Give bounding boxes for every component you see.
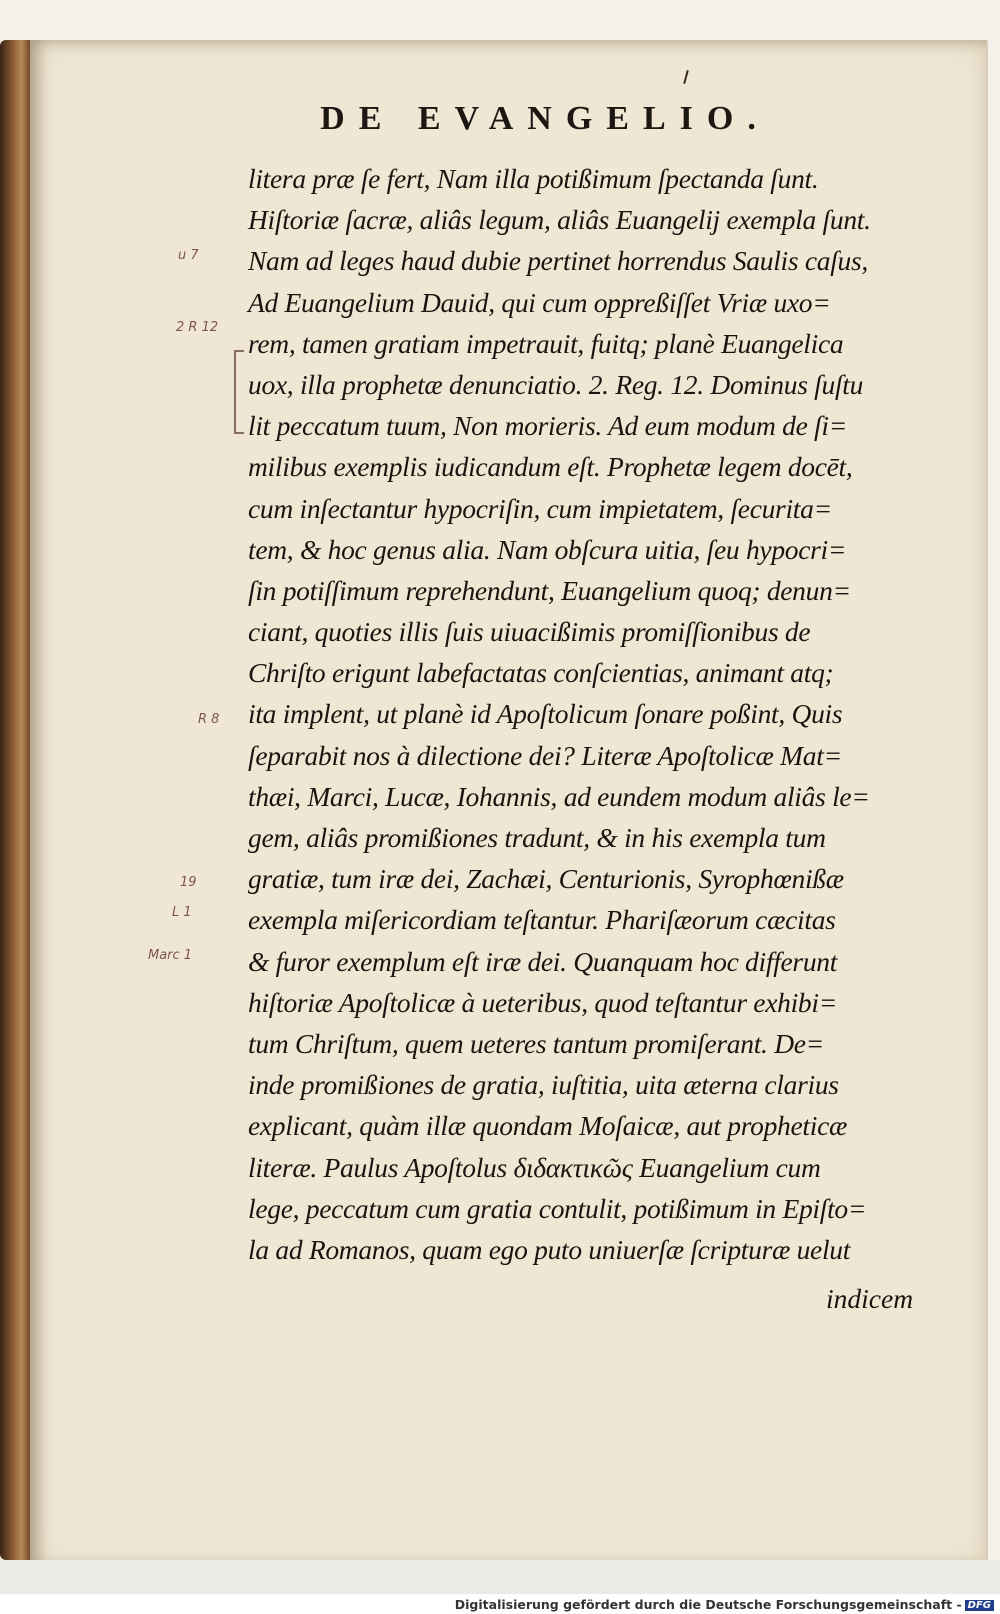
text-line: gem, aliâs promißiones tradunt, & in his exempla tum [248,822,826,853]
text-line: inde promißiones de gratia, iuſtitia, uita æterna clarius [248,1069,839,1101]
text-line: hiſtoriæ Apoſtolicæ à ueteribus, quod teſtantur exhibi= [248,986,837,1018]
marginal-note: R 8 [198,712,220,727]
text-line: ſeparabit nos à dilectione dei? Literæ Apoſtolicæ Mat= [248,739,842,771]
text-line: Chriſto erigunt labefactatas conſcientias, animant atq; [248,657,834,689]
text-block [248,158,938,1270]
scan-bottom-margin [0,1560,1000,1594]
text-line: la ad Romanos, quam ego puto uniuerſæ ſcripturæ uelut [248,1233,851,1265]
text-line: rem, tamen gratiam impetrauit, fuitq; planè Euangelica [248,327,844,359]
text-line: cum inſectantur hypocriſin, cum impietatem, ſecurita= [248,492,832,524]
text-line: Ad Euangelium Dauid, qui cum oppreßiſſet Vriæ uxo= [248,286,831,318]
text-line: tum Chriſtum, quem ueteres tantum promiſerant. De= [248,1027,824,1059]
marginal-note: 19 [180,875,197,890]
text-line: literæ. Paulus Apoſtolus διδακτικῶς Euangelium cum [248,1151,821,1183]
text-line: Nam ad leges haud dubie pertinet horrendus Saulis caſus, [248,245,868,277]
text-line: & furor exemplum eſt iræ dei. Quanquam hoc differunt [248,945,838,977]
marginal-note: 2 R 12 [176,320,219,335]
text-line: litera præ ſe fert, Nam illa potißimum ſpectanda ſunt. [248,163,819,194]
text-line: Hiſtoriæ ſacræ, aliâs legum, aliâs Euangelij exempla ſunt. [248,204,871,236]
text-line: gratiæ, tum iræ dei, Zachæi, Centurionis, Syrophœnißæ [248,863,844,895]
credit-text: Digitalisierung gefördert durch die Deutsche Forschungsgemeinschaft - [454,1597,962,1612]
text-line: exempla miſericordiam teſtantur. Phariſæorum cæcitas [248,904,836,936]
catchword: indicem [826,1283,914,1314]
text-line: thæi, Marci, Lucæ, Iohannis, ad eundem modum aliâs le= [248,780,870,812]
digitization-credit [0,1597,994,1612]
text-line: lege, peccatum cum gratia contulit, potißimum in Epiſto= [248,1192,867,1224]
text-line: uox, illa prophetæ denunciatio. 2. Reg. 12. Dominus ſuſtu [248,368,864,400]
running-head: DE EVANGELIO. [320,100,770,137]
marginal-note: Marc 1 [148,948,193,963]
text-line: ita implent, ut planè id Apoſtolicum ſonare poßint, Quis [248,698,843,730]
marginal-note: L 1 [172,905,192,920]
text-line: tem, & hoc genus alia. Nam obſcura uitia, ſeu hypocri= [248,533,847,565]
dfg-logo: DFG [965,1600,994,1611]
margin-bracket [234,350,244,434]
text-line: milibus exemplis iudicandum eſt. Prophetæ legem docēt, [248,451,853,483]
marginal-note: u 7 [178,248,199,263]
text-line: ciant, quoties illis ſuis uiuacißimis promiſſionibus de [248,616,811,648]
text-line: ſin potiſſimum reprehendunt, Euangelium quoq; denun= [248,574,851,606]
text-line: explicant, quàm illæ quondam Moſaicæ, aut propheticæ [248,1110,848,1142]
text-line: lit peccatum tuum, Non morieris. Ad eum modum de ſi= [248,410,847,442]
